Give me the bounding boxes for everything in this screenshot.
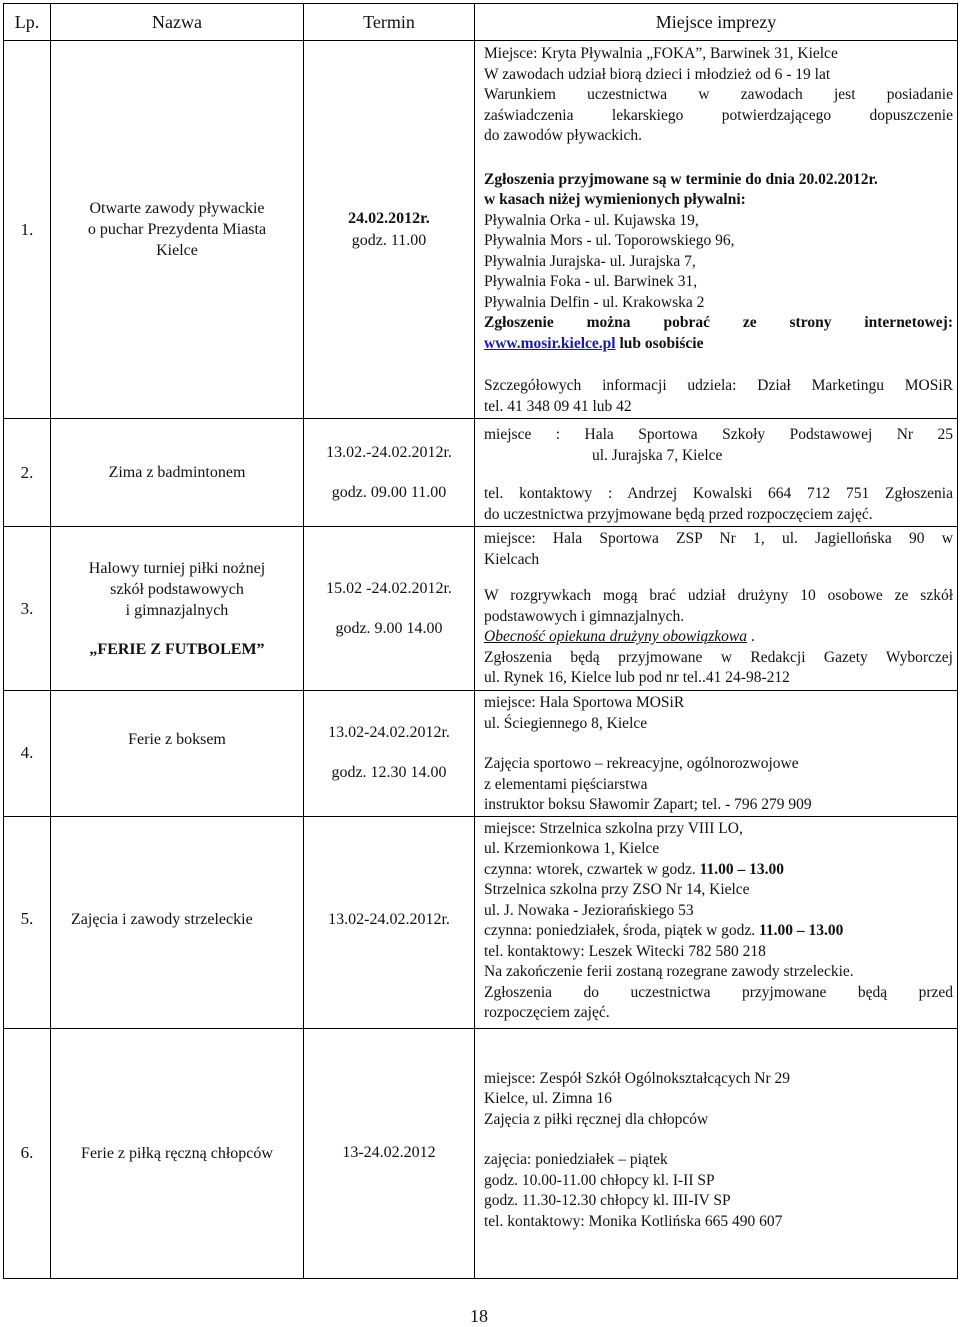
event-place: miejsce: Hala Sportowa ZSP Nr 1, ul. Jagiellońska 90 w Kielcach W rozgrywkach mogą brać udział drużyny 10 osobowe ze szkół podstawowych i gimnazjalnych. Obecność opiekuna drużyny obowiązkowa . Zgłoszenia będą przyjmowane w Redakcji Gazety Wyborczej ul. Rynek 16, Kielce lub pod nr tel..41 24-98-212	[475, 527, 958, 691]
mosir-website-link[interactable]: www.mosir.kielce.pl	[484, 334, 616, 352]
event-name: Otwarte zawody pływackie o puchar Prezydenta Miasta Kielce	[51, 41, 304, 419]
row-number: 6.	[4, 1028, 51, 1278]
row-number: 2.	[4, 419, 51, 527]
row-number: 5.	[4, 816, 51, 1028]
event-term: 13.02-24.02.2012r.	[304, 816, 475, 1028]
header-name: Nazwa	[51, 4, 304, 41]
header-term: Termin	[304, 4, 475, 41]
event-name: Ferie z piłką ręczną chłopców	[51, 1028, 304, 1278]
table-row	[4, 816, 958, 1028]
row-number: 4.	[4, 691, 51, 817]
table-header-row	[4, 4, 958, 41]
event-term: 13.02-24.02.2012r. godz. 12.30 14.00	[304, 691, 475, 817]
event-name: Zima z badmintonem	[51, 419, 304, 527]
event-place: miejsce : Hala Sportowa Szkoły Podstawowej Nr 25 ul. Jurajska 7, Kielce tel. kontaktowy : Andrzej Kowalski 664 712 751 Zgłoszenia do uczestnictwa przyjmowane będą przed rozpoczęciem zajęć.	[475, 419, 958, 527]
event-name: Halowy turniej piłki nożnej szkół podstawowych i gimnazjalnych „FERIE Z FUTBOLEM”	[51, 527, 304, 691]
table-row	[4, 691, 958, 817]
table-row	[4, 527, 958, 691]
header-lp: Lp.	[4, 4, 51, 41]
event-term: 15.02 -24.02.2012r. godz. 9.00 14.00	[304, 527, 475, 691]
row-number: 3.	[4, 527, 51, 691]
event-place: miejsce: Zespół Szkół Ogólnokształcących Nr 29 Kielce, ul. Zimna 16 Zajęcia z piłki ręcznej dla chłopców zajęcia: poniedziałek – piątek godz. 10.00-11.00 chłopcy kl. I-II SP godz. 11.30-12.30 chłopcy kl. III-IV SP tel. kontaktowy: Monika Kotlińska 665 490 607	[475, 1028, 958, 1278]
event-term: 13-24.02.2012	[304, 1028, 475, 1278]
event-name: Zajęcia i zawody strzeleckie	[51, 816, 304, 1028]
event-name: Ferie z boksem	[51, 691, 304, 817]
table-row	[4, 1028, 958, 1278]
event-term: 13.02.-24.02.2012r. godz. 09.00 11.00	[304, 419, 475, 527]
header-place: Miejsce imprezy	[475, 4, 958, 41]
events-table	[3, 3, 958, 1279]
page-number: 18	[470, 1306, 488, 1326]
event-place: miejsce: Hala Sportowa MOSiR ul. Ściegiennego 8, Kielce Zajęcia sportowo – rekreacyjne, ogólnorozwojowe z elementami pięściarstwa instruktor boksu Sławomir Zapart; tel. - 796 279 909	[475, 691, 958, 817]
table-row	[4, 419, 958, 527]
event-term: 24.02.2012r. godz. 11.00	[304, 41, 475, 419]
table-row	[4, 41, 958, 419]
event-place: Miejsce: Kryta Pływalnia „FOKA”, Barwinek 31, Kielce W zawodach udział biorą dzieci i młodzież od 6 - 19 lat Warunkiem uczestnictwa w zawodach jest posiadanie zaświadczenia lekarskiego potwierdzającego dopuszczenie do zawodów pływackich. Zgłoszenia przyjmowane są w terminie do dnia 20.02.2012r. w kasach niżej wymienionych pływalni: Pływalnia Orka - ul. Kujawska 19, Pływalnia Mors - ul. Toporowskiego 96, Pływalnia Jurajska- ul. Jurajska 7, Pływalnia Foka - ul. Barwinek 31, Pływalnia Delfin - ul. Krakowska 2 Zgłoszenie można pobrać ze strony internetowej: www.mosir.kielce.pl lub osobiście Szczegółowych informacji udziela: Dział Marketingu MOSiR tel. 41 348 09 41 lub 42	[475, 41, 958, 419]
row-number: 1.	[4, 41, 51, 419]
event-place: miejsce: Strzelnica szkolna przy VIII LO, ul. Krzemionkowa 1, Kielce czynna: wtorek, czwartek w godz. 11.00 – 13.00 Strzelnica szkolna przy ZSO Nr 14, Kielce ul. J. Nowaka - Jeziorańskiego 53 czynna: poniedziałek, środa, piątek w godz. 11.00 – 13.00 tel. kontaktowy: Leszek Witecki 782 580 218 Na zakończenie ferii zostaną rozegrane zawody strzeleckie. Zgłoszenia do uczestnictwa przyjmowane będą przed rozpoczęciem zajęć.	[475, 816, 958, 1028]
